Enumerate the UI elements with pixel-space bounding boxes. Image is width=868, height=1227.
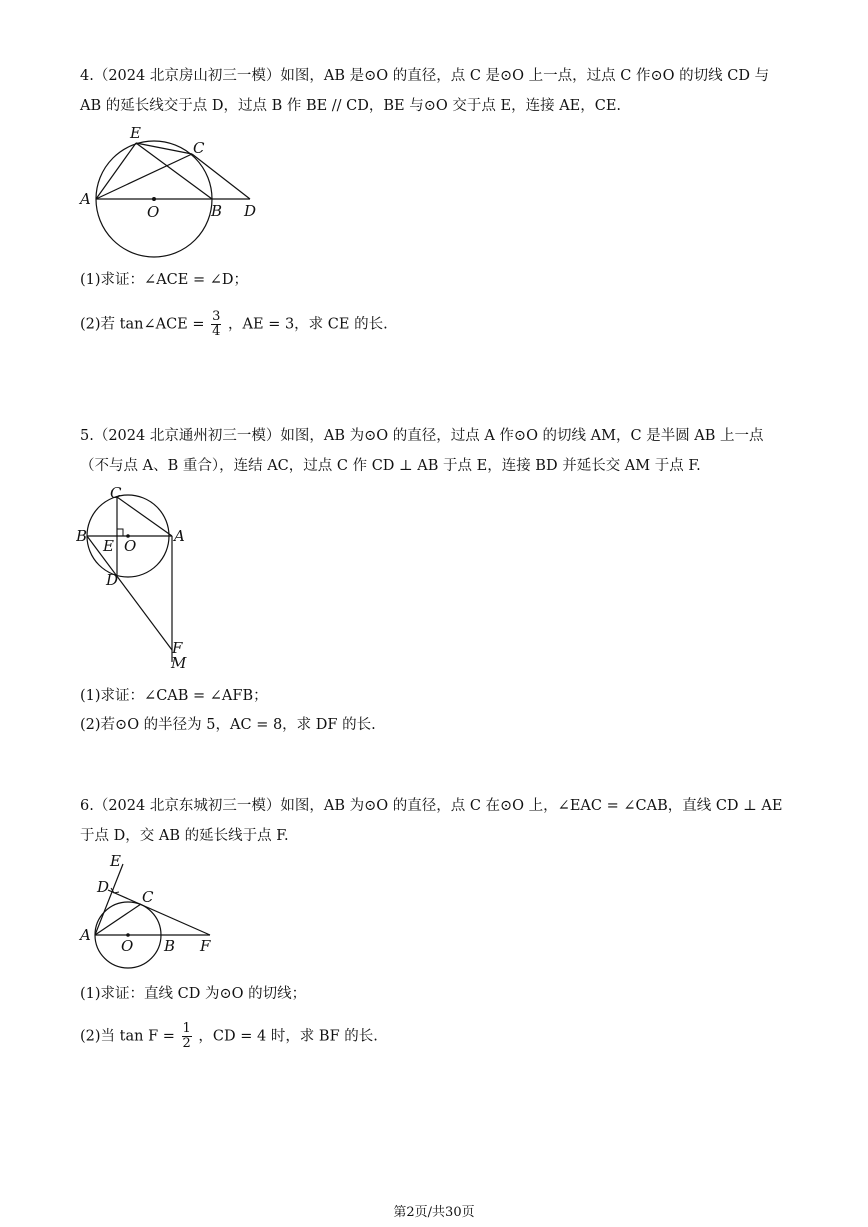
fraction-denominator: 2	[182, 1036, 191, 1051]
problem-6-q2-prefix: (2)当 tan F =	[80, 1028, 175, 1045]
point-label-E: E	[130, 124, 141, 142]
point-label-F: F	[172, 639, 183, 657]
fraction-numerator: 3	[212, 309, 221, 324]
page-footer: 第2页/共30页	[393, 1205, 475, 1220]
point-label-M: M	[171, 654, 187, 672]
problem-4-question-2	[80, 310, 388, 339]
point-label-C: C	[142, 888, 154, 906]
point-label-O: O	[121, 937, 134, 955]
point-label-A: A	[80, 190, 91, 208]
problem-6-question-2	[80, 1022, 378, 1051]
point-label-D: D	[244, 202, 257, 220]
point-label-D: D	[106, 571, 119, 589]
problem-4-figure	[78, 122, 268, 272]
problem-6-q2-suffix: ，CD = 4 时，求 BF 的长.	[198, 1028, 378, 1045]
problem-6-statement-line-2: 于点 D，交 AB 的延长线于点 F.	[80, 828, 289, 844]
point-label-E: E	[103, 537, 114, 555]
problem-4-q2-suffix: ，AE = 3，求 CE 的长.	[228, 316, 388, 333]
point-label-A: A	[174, 527, 185, 545]
point-label-B: B	[164, 937, 176, 955]
problem-6-figure	[78, 852, 218, 974]
problem-4-q2-prefix: (2)若 tan∠ACE =	[80, 316, 205, 333]
point-label-C: C	[110, 484, 122, 502]
problem-4-statement-line-2: AB 的延长线交于点 D，过点 B 作 BE // CD，BE 与⊙O 交于点 E，连接 AE，CE.	[80, 98, 622, 114]
problem-6-statement-line-1: 6.（2024 北京东城初三一模）如图，AB 为⊙O 的直径，点 C 在⊙O 上，∠EAC = ∠CAB，直线 CD ⊥ AE	[80, 798, 783, 814]
point-label-D: D	[97, 878, 110, 896]
fraction-3-4	[211, 310, 221, 339]
problem-5-figure	[76, 484, 196, 674]
problem-4-statement-line-1: 4.（2024 北京房山初三一模）如图，AB 是⊙O 的直径，点 C 是⊙O 上一点，过点 C 作⊙O 的切线 CD 与	[80, 68, 770, 84]
problem-5-statement-line-1: 5.（2024 北京通州初三一模）如图，AB 为⊙O 的直径，过点 A 作⊙O 的切线 AM，C 是半圆 AB 上一点	[80, 428, 764, 444]
point-label-O: O	[147, 203, 160, 221]
point-label-B: B	[211, 202, 223, 220]
point-label-B: B	[76, 527, 88, 545]
point-label-O: O	[124, 537, 137, 555]
point-label-E: E	[110, 852, 121, 870]
fraction-1-2	[182, 1022, 192, 1051]
problem-5-statement-line-2: （不与点 A、B 重合），连结 AC，过点 C 作 CD ⊥ AB 于点 E，连接 BD 并延长交 AM 于点 F.	[80, 458, 701, 474]
fraction-denominator: 4	[212, 324, 221, 339]
point-label-A: A	[80, 926, 91, 944]
problem-4-question-1: (1)求证：∠ACE = ∠D；	[80, 272, 248, 288]
point-label-F: F	[200, 937, 211, 955]
fraction-numerator: 1	[182, 1021, 191, 1036]
problem-5-question-2: (2)若⊙O 的半径为 5，AC = 8，求 DF 的长.	[80, 717, 376, 733]
point-label-C: C	[193, 139, 205, 157]
problem-5-question-1: (1)求证：∠CAB = ∠AFB；	[80, 688, 268, 704]
problem-6-question-1: (1)求证：直线 CD 为⊙O 的切线；	[80, 986, 307, 1002]
